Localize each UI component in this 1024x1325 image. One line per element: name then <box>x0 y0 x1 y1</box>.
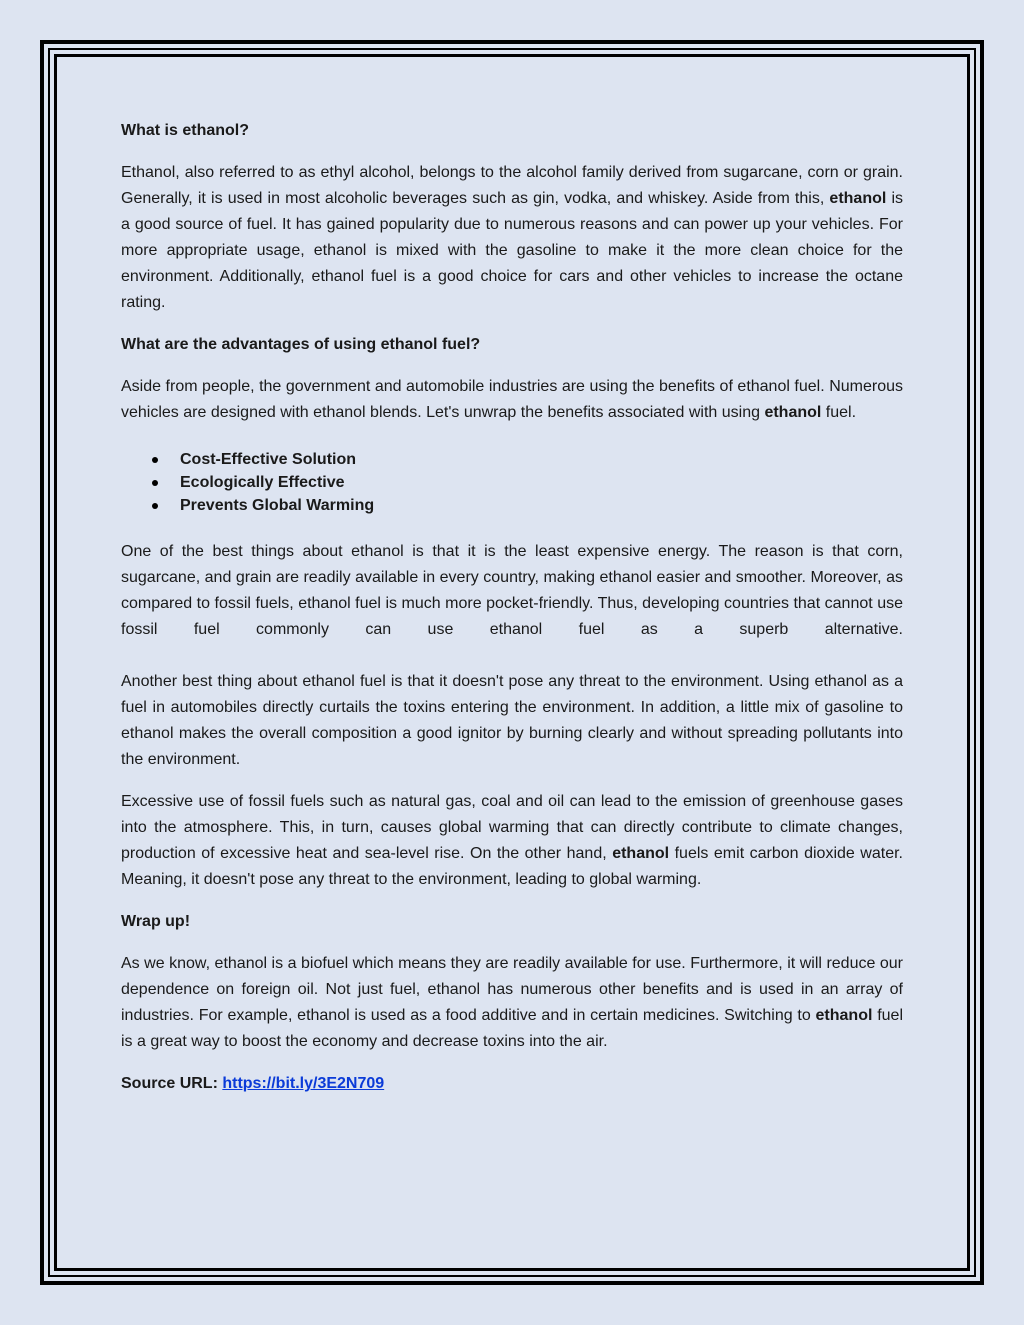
paragraph-wrap-up <box>121 951 903 1055</box>
paragraph-ethanol-definition <box>121 160 903 316</box>
heading-wrap-up: Wrap up! <box>121 913 191 930</box>
paragraph-global-warming <box>121 789 903 893</box>
text-span: fuels emit carbon dioxide water. Meaning, it doesn't pose any threat to the environment, leading to global warming. <box>121 845 903 888</box>
bold-term: ethanol <box>829 190 887 207</box>
paragraph-advantages-intro <box>121 374 903 426</box>
list-item <box>121 471 903 494</box>
bold-term: ethanol <box>764 404 822 421</box>
document-body <box>121 118 903 1113</box>
paragraph-cost-effective: One of the best things about ethanol is that it is the least expensive energy. The reason is that corn, sugarcane, and grain are readily available in every country, making ethanol easier and smoother. Moreover, as compared to fossil fuels, ethanol fuel is much more pocket-friendly. Thus, developing countries that cannot use fossil fuel commonly can use ethanol fuel as a superb alternative. <box>121 543 903 638</box>
text-span: Ethanol, also referred to as ethyl alcohol, belongs to the alcohol family derived from sugarcane, corn or grain. Generally, it is used in most alcoholic beverages such as gin, vodka, and whiskey. Aside from this, <box>121 164 903 207</box>
text-span: Excessive use of fossil fuels such as natural gas, coal and oil can lead to the emission of greenhouse gases into the atmosphere. This, in turn, causes global warming that can directly contribute to climate changes, production of excessive heat and sea-level rise. On the other hand, <box>121 793 903 862</box>
source-line <box>121 1071 903 1097</box>
text-span: As we know, ethanol is a biofuel which means they are readily available for use. Furthermore, it will reduce our dependence on foreign oil. Not just fuel, ethanol has numerous other benefits and is used in an array of industries. For example, ethanol is used as a food additive and in certain medicines. Switching to <box>121 955 903 1024</box>
text-span: fuel. <box>821 404 857 421</box>
heading-advantages: What are the advantages of using ethanol fuel? <box>121 336 481 353</box>
list-item-label: Ecologically Effective <box>180 474 345 491</box>
list-item-label: Cost-Effective Solution <box>180 451 357 468</box>
bullet-icon <box>152 457 158 463</box>
bold-term: ethanol <box>815 1007 873 1024</box>
text-span: fuel is a great way to boost the economy and decrease toxins into the air. <box>121 1007 903 1050</box>
benefits-list <box>121 448 903 517</box>
text-span: is a good source of fuel. It has gained popularity due to numerous reasons and can power up your vehicles. For more appropriate usage, ethanol is mixed with the gasoline to make it the more clean choice for the environment. Additionally, ethanol fuel is a good choice for cars and other vehicles to increase the octane rating. <box>121 190 904 311</box>
text-span: Aside from people, the government and automobile industries are using the benefits of ethanol fuel. Numerous vehicles are designed with ethanol blends. Let's unwrap the benefits associated with using <box>121 378 903 421</box>
heading-what-is-ethanol: What is ethanol? <box>121 122 249 139</box>
paragraph-ecological: Another best thing about ethanol fuel is that it doesn't pose any threat to the environment. Using ethanol as a fuel in automobiles directly curtails the toxins entering the environment. In addition, a little mix of gasoline to ethanol makes the overall composition a good ignitor by burning clearly and without spreading pollutants into the environment. <box>121 673 903 768</box>
list-item <box>121 494 903 517</box>
source-label: Source URL: <box>121 1075 223 1092</box>
list-item-label: Prevents Global Warming <box>180 497 375 514</box>
source-link[interactable]: https://bit.ly/3E2N709 <box>222 1075 385 1092</box>
bullet-icon <box>152 480 158 486</box>
bullet-icon <box>152 503 158 509</box>
bold-term: ethanol <box>612 845 670 862</box>
list-item <box>121 448 903 471</box>
